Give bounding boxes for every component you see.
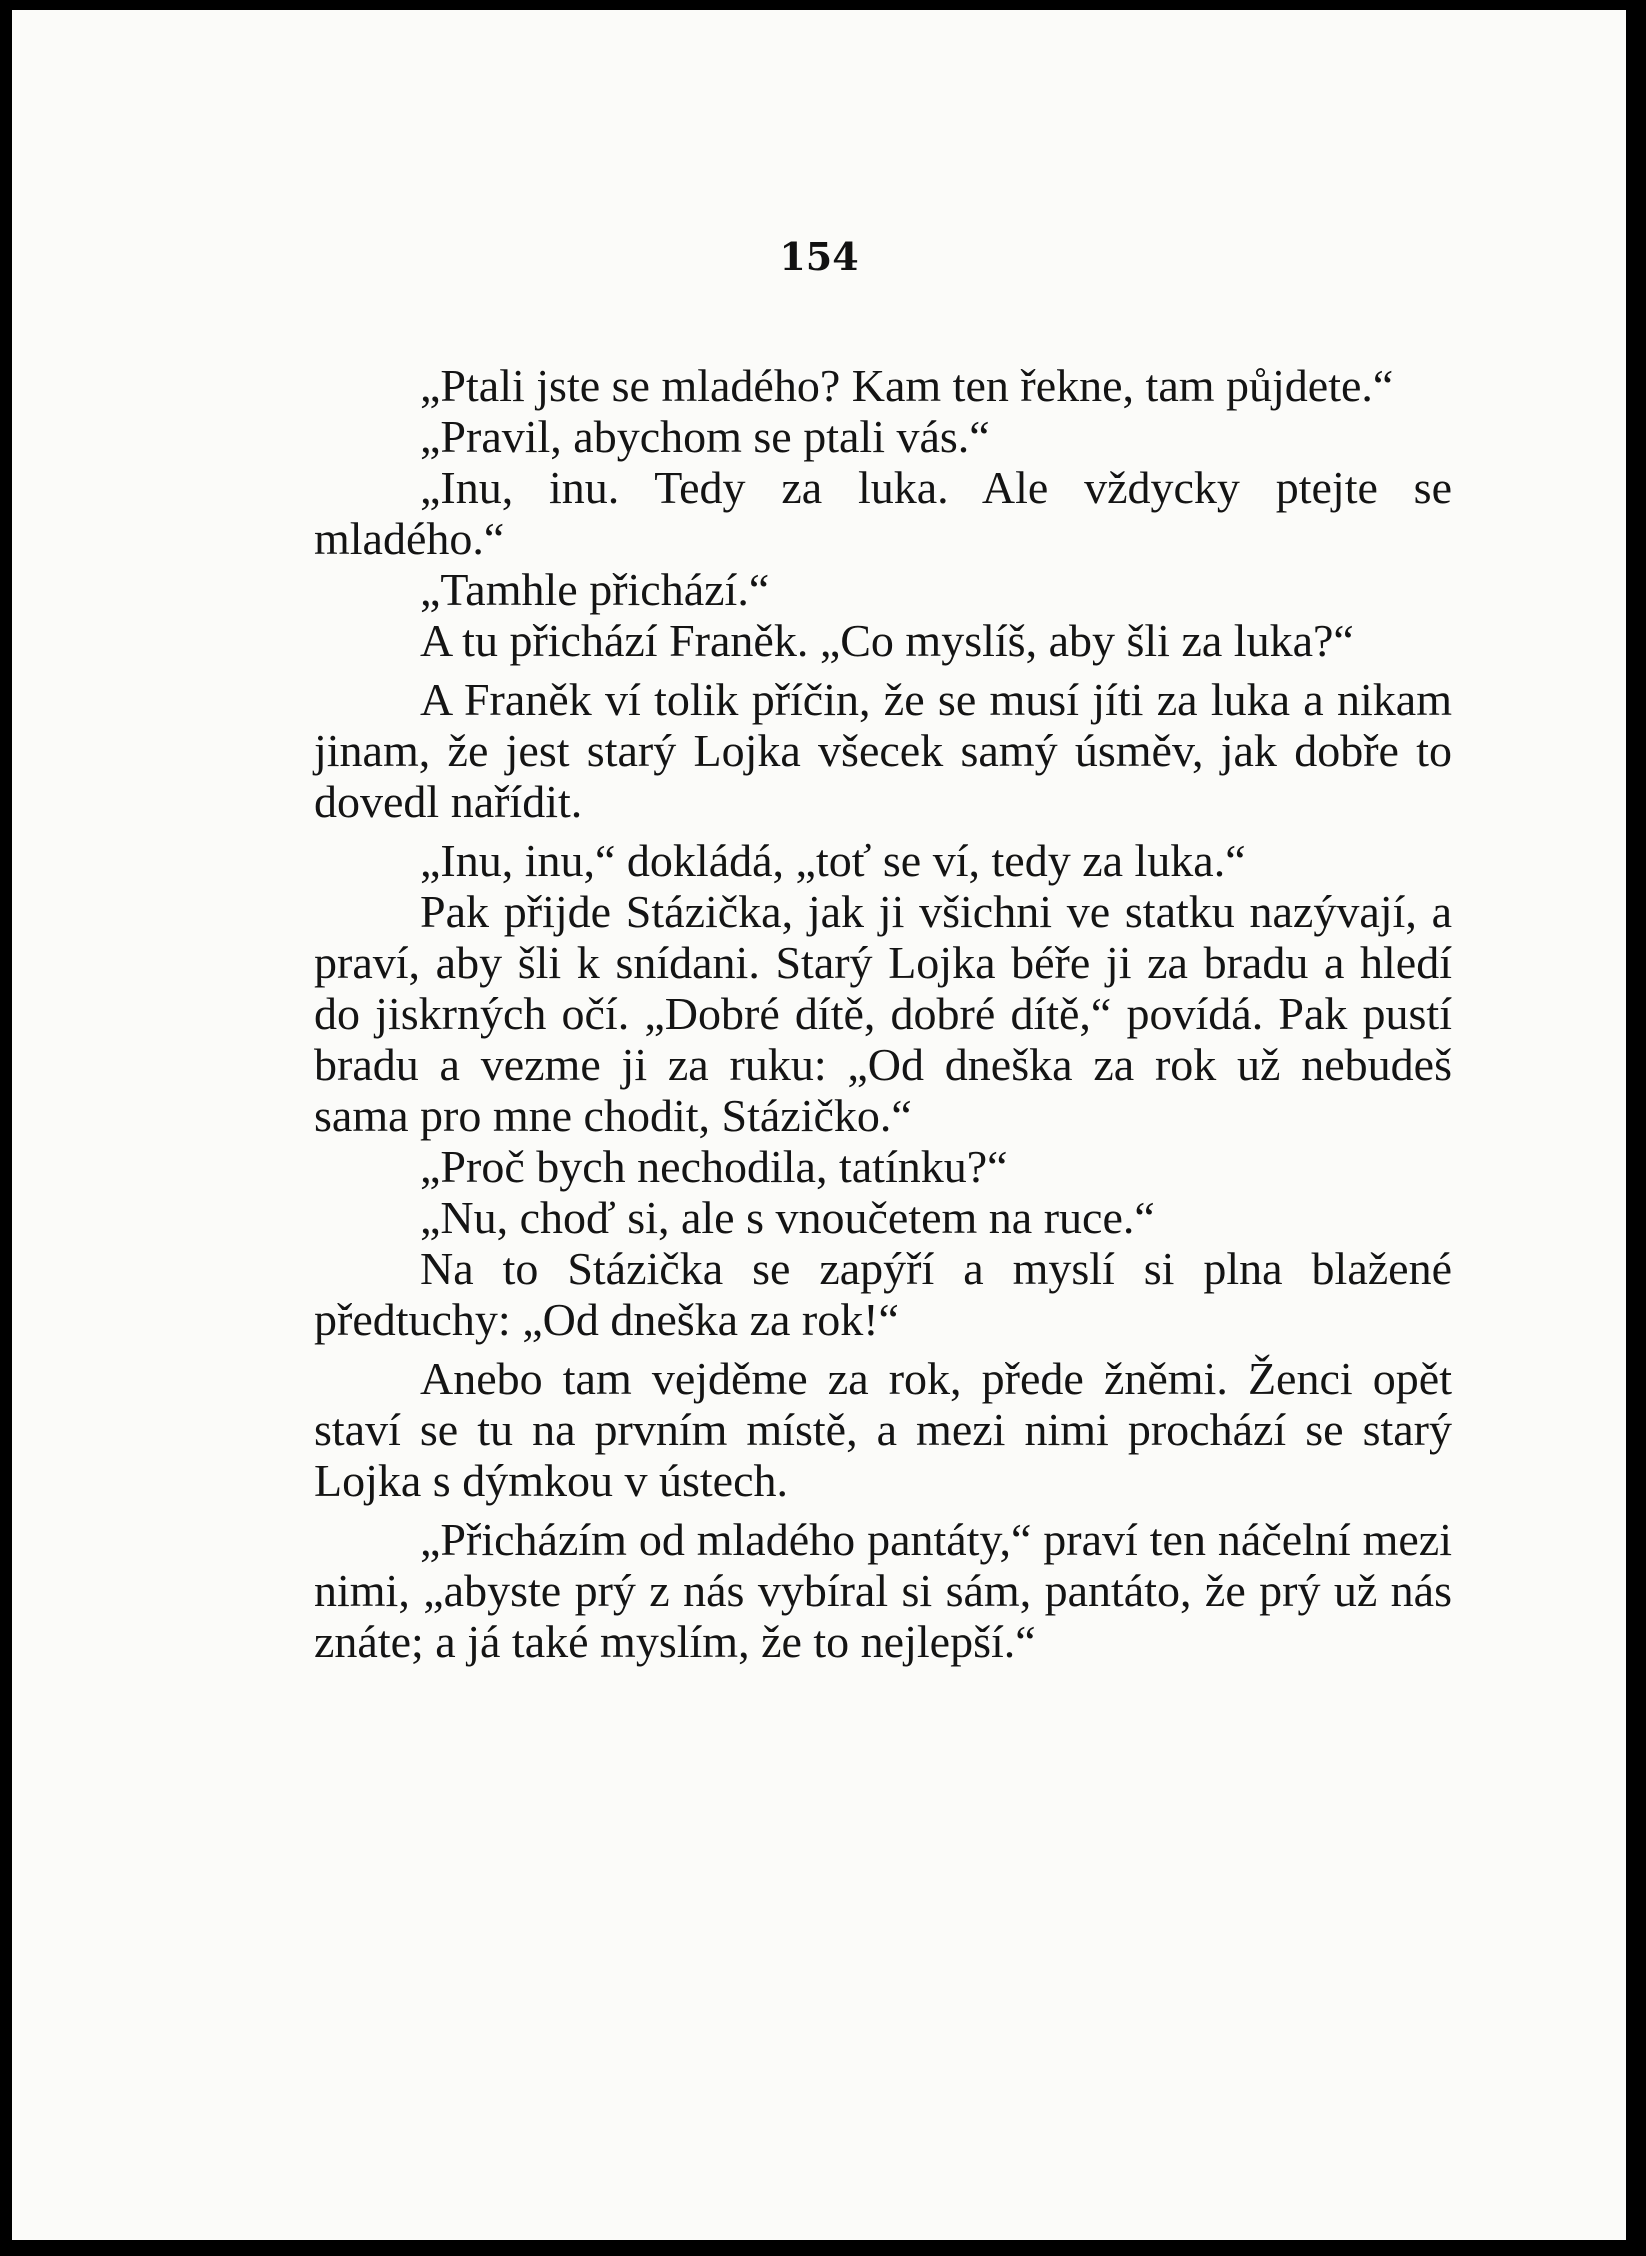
paragraph-7: „Inu, inu,“ dokládá, „toť se ví, tedy za luka.“ (420, 835, 1246, 886)
paragraph-2: „Pravil, abychom se ptali vás.“ (420, 411, 990, 462)
paragraph-6: A Franěk ví tolik příčin, že se musí jíti za luka a nikam jinam, že jest starý Lojka všecek samý úsměv, jak dobře to dovedl nařídit. (314, 674, 1452, 827)
paragraph-11: Na to Stázička se zapýří a myslí si plna blažené předtuchy: „Od dneška za rok!“ (314, 1243, 1452, 1345)
paragraph-8: Pak přijde Stázička, jak ji všichni ve statku nazývají, a praví, aby šli k snídani. Starý Lojka béře ji za bradu a hledí do jiskrných očí. „Dobré dítě, dobré dítě,“ povídá. Pak pustí bradu a vezme ji za ruku: „Od dneška za rok už nebudeš sama pro mne chodit, Stázičko.“ (314, 886, 1452, 1141)
paragraph-5: A tu přichází Franěk. „Co myslíš, aby šli za luka?“ (420, 615, 1354, 666)
book-page (12, 10, 1626, 2240)
page-number: 154 (779, 234, 859, 279)
paragraph-3: „Inu, inu. Tedy za luka. Ale vždycky ptejte se mladého.“ (314, 462, 1452, 564)
paragraph-10: „Nu, choď si, ale s vnoučetem na ruce.“ (420, 1192, 1155, 1243)
paragraph-13: „Přicházím od mladého pantáty,“ praví ten náčelní mezi nimi, „abyste prý z nás vybíral si sám, pantáto, že prý už nás znáte; a já také myslím, že to nejlepší.“ (314, 1514, 1452, 1667)
paragraph-12: Anebo tam vejděme za rok, přede žněmi. Ženci opět staví se tu na prvním místě, a mezi nimi prochází se starý Lojka s dýmkou v ústech. (314, 1353, 1452, 1506)
paragraph-4: „Tamhle přichází.“ (420, 564, 770, 615)
paragraph-9: „Proč bych nechodila, tatínku?“ (420, 1141, 1008, 1192)
paragraph-1: „Ptali jste se mladého? Kam ten řekne, tam půjdete.“ (420, 360, 1394, 411)
body-text (314, 360, 1452, 1667)
